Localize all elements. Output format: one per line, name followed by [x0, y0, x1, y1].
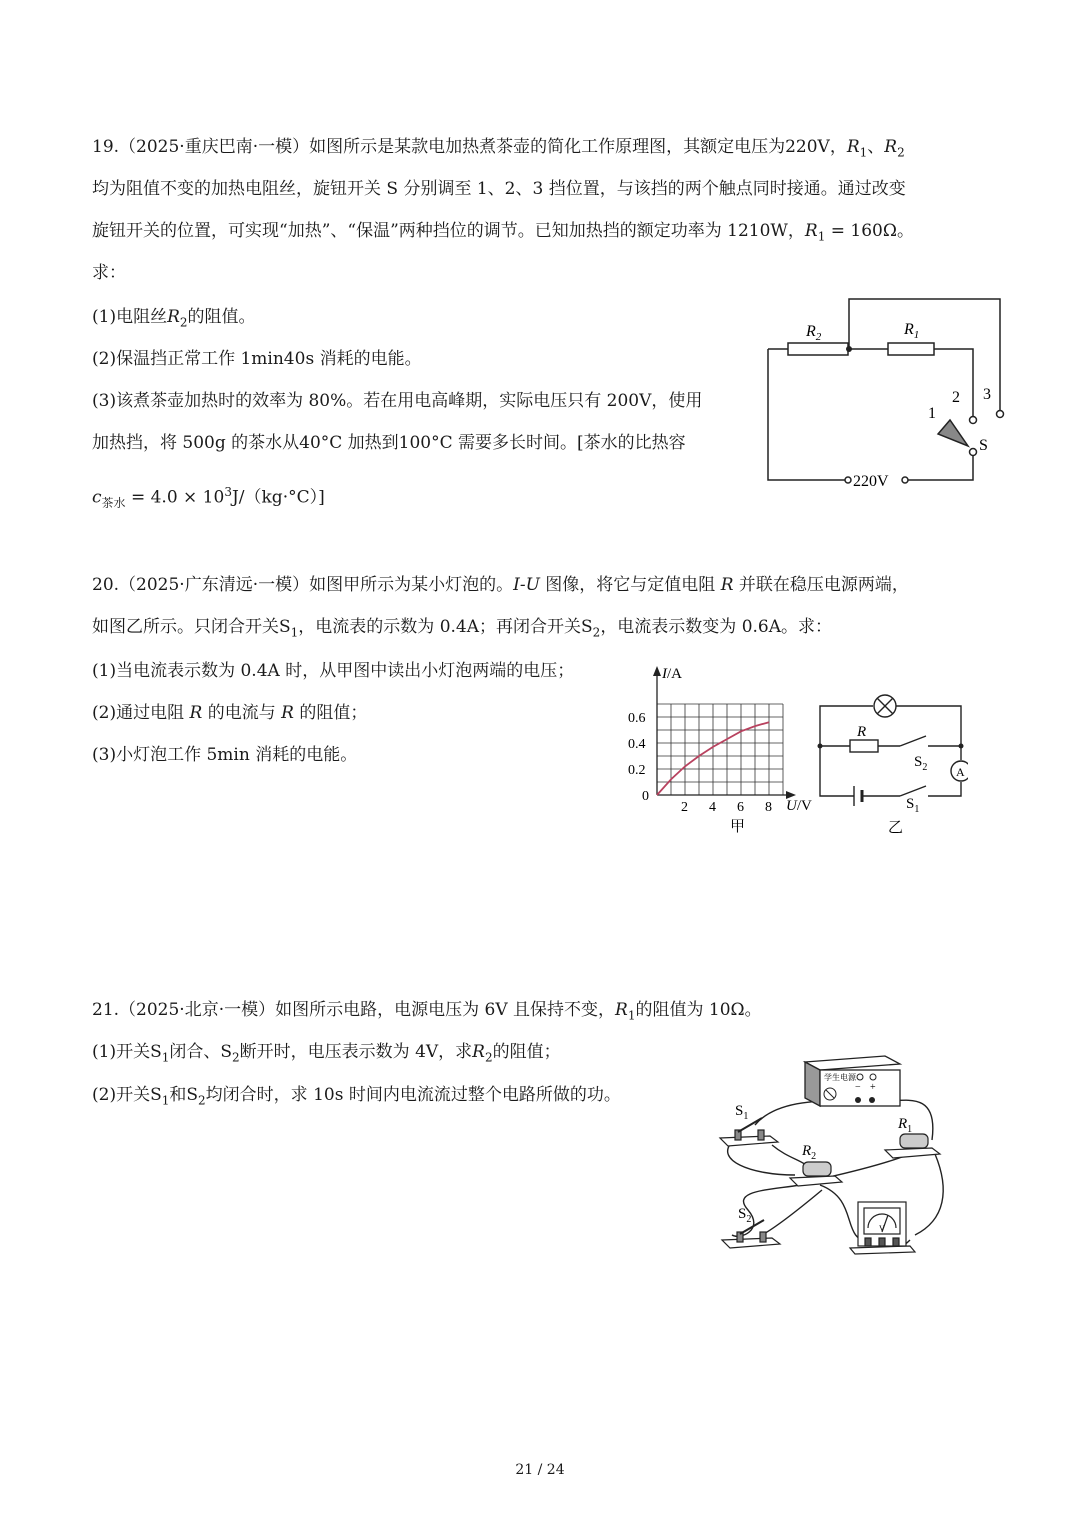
contact-2-label: 2: [952, 389, 960, 406]
switch-s1: [720, 1118, 778, 1146]
q19-part-3: (3)该煮茶壶加热时的效率为 80%。若在用电高峰期，实际电压只有 200V，使用: [92, 391, 703, 411]
resistor-r2: [790, 1162, 842, 1186]
q19-part-1: (1)电阻丝$R_2$的阻值。: [92, 307, 256, 330]
r2-label: $R_2$: [802, 1143, 817, 1162]
q19-part-3-cont: 加热挡，将 500g 的茶水从40°C 加热到100°C 需要多长时间。[茶水的比热容: [92, 433, 686, 453]
s2-label: $S_2$: [914, 754, 928, 773]
q19-part-2: (2)保温挡正常工作 1min40s 消耗的电能。: [92, 349, 422, 369]
plus-label: +: [870, 1082, 876, 1093]
q20-circuit-diagram: [808, 690, 968, 840]
y-tick-label: 0.6: [628, 711, 646, 726]
r2-label: $R_2$: [806, 323, 822, 343]
q21-physical-circuit: [710, 1050, 960, 1265]
q21-part-2: (2)开关$S_1$和$S_2$均闭合时，求 10s 时间内电流流过整个电路所做的功。: [92, 1085, 621, 1108]
y-tick-label: 0.2: [628, 763, 646, 778]
s1-label: $S_1$: [735, 1103, 749, 1122]
switch-s1-blade: [900, 786, 926, 796]
s1-label: $S_1$: [906, 796, 920, 815]
minus-label: −: [855, 1082, 861, 1093]
r2-resistor: [788, 343, 848, 355]
q19-line-2: 均为阻值不变的加热电阻丝，旋钮开关 S 分别调至 1、2、3 挡位置，与该挡的两个触点同时接通。通过改变: [92, 179, 906, 199]
q19-line-3: 旋钮开关的位置，可实现“加热”、“保温”两种挡位的调节。已知加热挡的额定功率为 1210W，$R_1 = 160\Omega$。: [92, 221, 914, 244]
x-tick-label: 2: [681, 800, 688, 815]
origin-label: 0: [642, 789, 649, 804]
r1-label: $R_1$: [904, 321, 920, 341]
voltage-label: 220V: [853, 473, 889, 490]
rotary-switch-knob: [938, 420, 968, 446]
r1-resistor: [888, 343, 934, 355]
resistor-r: [850, 740, 878, 752]
r-label: R: [857, 724, 867, 740]
q19-line-1: 19.（2025·重庆巴南·一模）如图所示是某款电加热煮茶壶的简化工作原理图，其额定电压为220V，$R_1$、$R_2$: [92, 137, 905, 160]
q19-line-4: 求：: [92, 263, 126, 283]
s2-label: $S_2$: [738, 1206, 752, 1225]
q20-line-1: 20.（2025·广东清远·一模）如图甲所示为某小灯泡的。I-U 图像，将它与定值电阻 R 并联在稳压电源两端，: [92, 575, 909, 595]
switch-s-label: S: [979, 437, 988, 454]
q20-part-2: (2)通过电阻 R 的电流与 R 的阻值；: [92, 703, 368, 723]
switch-s2-blade: [900, 736, 926, 746]
q21-part-1: (1)开关$S_1$闭合、$S_2$断开时，电压表示数为 4V，求$R_2$的阻值；: [92, 1042, 561, 1065]
power-label: 学生电源: [824, 1073, 856, 1082]
y-axis-label: I/A: [662, 666, 682, 682]
circuit-caption: 乙: [888, 820, 904, 836]
power-supply: [805, 1056, 900, 1106]
chart-caption: 甲: [730, 819, 746, 835]
x-tick-label: 6: [737, 800, 744, 815]
q20-part-1: (1)当电流表示数为 0.4A 时，从甲图中读出小灯泡两端的电压；: [92, 661, 575, 681]
contact-1-label: 1: [928, 405, 936, 422]
contact-3-label: 3: [983, 386, 991, 403]
y-tick-label: 0.4: [628, 737, 646, 752]
q19-circuit-diagram: [760, 290, 1010, 495]
ammeter-label: A: [956, 765, 965, 779]
x-tick-label: 4: [709, 800, 716, 815]
y-axis-arrow: [653, 666, 661, 676]
q19-specific-heat: $c_{茶水} = 4.0 \times 10^3J/(kg\cdot^\circ C)$]: [92, 485, 325, 511]
r1-label: $R_1$: [898, 1116, 913, 1135]
q20-part-3: (3)小灯泡工作 5min 消耗的电能。: [92, 745, 358, 765]
q21-line-1: 21.（2025·北京·一模）如图所示电路，电源电压为 6V 且保持不变，$R_1$的阻值为 10Ω。: [92, 1000, 762, 1023]
x-tick-label: 8: [765, 800, 772, 815]
x-axis-label: U/V: [786, 798, 812, 814]
q20-iu-chart: [620, 658, 820, 838]
voltmeter-label: V: [879, 1224, 885, 1233]
page-number: 21 / 24: [515, 1462, 565, 1478]
q20-line-2: 如图乙所示。只闭合开关$S_1$，电流表的示数为 0.4A；再闭合开关$S_2$，电流表示数变为 0.6A。求：: [92, 617, 833, 640]
